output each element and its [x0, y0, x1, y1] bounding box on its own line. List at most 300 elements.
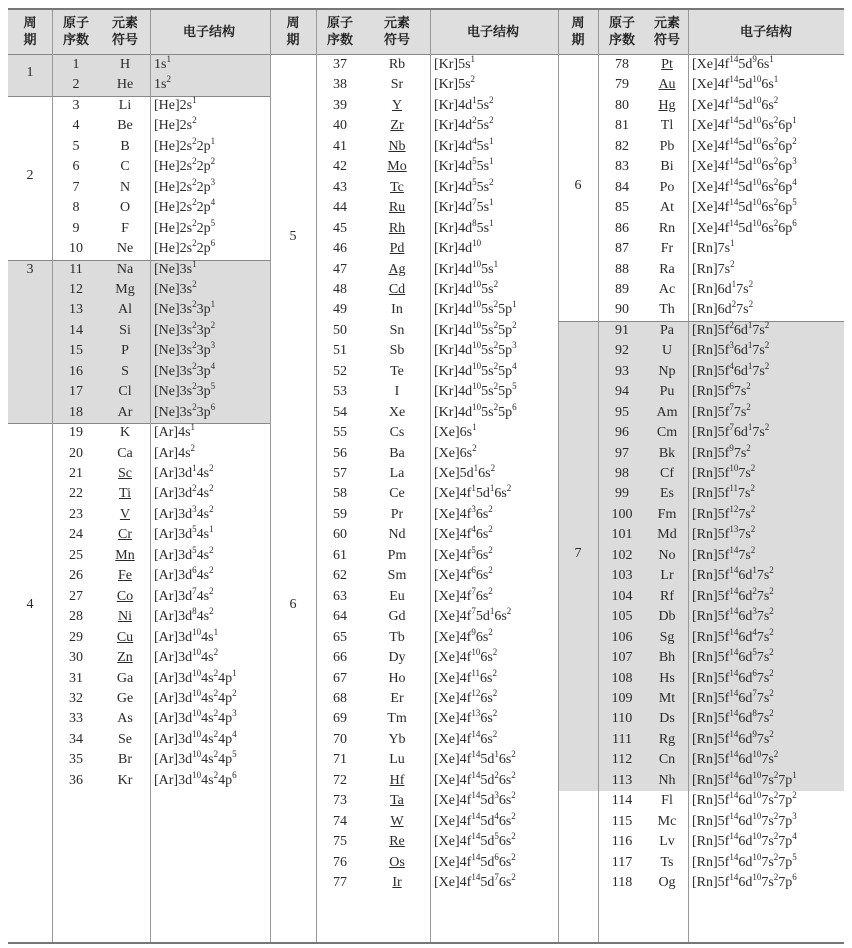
electron-configuration: $[Xe]4f^{14}5d^46s^2$ [434, 810, 516, 829]
atomic-number: 71 [333, 752, 347, 768]
electron-configuration: $[Ar]3d^54s^2$ [154, 544, 214, 563]
electron-configuration: $[Ar]3d^84s^2$ [154, 606, 214, 625]
period-label: 3 [26, 261, 34, 277]
period-label: 6 [574, 177, 582, 193]
element-symbol: Tl [660, 118, 674, 134]
electron-configuration: $[Ar]4s^2$ [154, 442, 196, 461]
element-symbol: Ta [390, 793, 404, 809]
element-symbol: Si [119, 322, 131, 338]
electron-configuration: $[Ne]3s^23p^2$ [154, 319, 216, 338]
period-label: 5 [289, 229, 297, 245]
electron-configuration: $[Rn]5f^{14}6d^{10}7s^27p^3$ [692, 810, 797, 829]
element-symbol: At [660, 200, 674, 216]
element-symbol: Pt [661, 57, 673, 72]
electron-configuration: $[Ar]3d^14s^2$ [154, 463, 214, 481]
atomic-number: 84 [615, 179, 629, 195]
element-symbol: C [120, 159, 130, 175]
atomic-number: 106 [611, 629, 633, 645]
element-row [8, 546, 844, 566]
atomic-number: 35 [69, 752, 83, 768]
atomic-number: 43 [333, 179, 347, 195]
element-symbol: As [117, 711, 133, 727]
atomic-number: 99 [615, 486, 629, 502]
element-symbol: Br [118, 752, 132, 768]
element-symbol: Ni [118, 609, 132, 625]
element-symbol: Np [658, 363, 676, 379]
atomic-number: 24 [69, 527, 83, 543]
column-divider [430, 10, 431, 942]
atomic-number: 14 [69, 322, 83, 338]
atomic-number: 15 [69, 343, 83, 359]
atomic-number: 65 [333, 629, 347, 645]
atomic-number: 80 [615, 97, 629, 113]
element-symbol: Nd [388, 527, 406, 543]
element-symbol: Rn [658, 220, 676, 236]
electron-configuration: $[Rn]5f^{14}6d^57s^2$ [692, 647, 774, 666]
element-symbol: Cl [118, 384, 132, 400]
element-symbol: Po [659, 179, 675, 195]
electron-configuration: $[Xe]4f^{14}5d^16s^2$ [434, 749, 516, 768]
electron-configuration: $[Xe]4f^{14}5d^{10}6s^26p^2$ [692, 135, 797, 154]
element-symbol: Nb [388, 138, 406, 154]
element-symbol: O [119, 200, 131, 216]
atomic-number: 68 [333, 690, 347, 706]
element-symbol: Ts [660, 854, 674, 870]
electron-configuration: $[Kr]4d^15s^2$ [434, 94, 494, 113]
electron-configuration: $[Ar]3d^54s^1$ [154, 524, 214, 543]
atomic-number: 38 [333, 77, 347, 93]
element-row [8, 239, 844, 259]
electron-configuration: $[Kr]4d^{10}5s^25p^5$ [434, 381, 517, 400]
atomic-number: 27 [69, 588, 83, 604]
electron-configuration: $1s^1$ [154, 54, 171, 72]
atomic-number: 115 [611, 813, 633, 829]
electron-configuration: $[Rn]5f^{11}7s^2$ [692, 483, 755, 502]
electron-configuration: $[Rn]5f^{13}7s^2$ [692, 524, 756, 543]
element-symbol: Fm [657, 506, 677, 522]
element-symbol: Rg [658, 731, 676, 747]
electron-configuration-table [8, 8, 844, 944]
electron-configuration: $[Xe]4f^{12}6s^2$ [434, 687, 498, 706]
electron-configuration: $[He]2s^22p^5$ [154, 217, 216, 236]
atomic-number: 8 [72, 200, 80, 216]
element-symbol: Xe [388, 404, 406, 420]
element-row [8, 709, 844, 729]
electron-configuration: $[Xe]4f^{14}6s^2$ [434, 728, 498, 747]
atomic-number: 40 [333, 118, 347, 134]
element-symbol: Ce [389, 486, 405, 502]
electron-configuration: $[He]2s^22p^4$ [154, 197, 216, 216]
element-symbol: Hs [659, 670, 675, 686]
element-symbol: Nh [658, 772, 676, 788]
element-row [8, 403, 844, 423]
header-symbol: 元素 符号 [111, 16, 138, 48]
element-symbol: Se [118, 731, 132, 747]
element-symbol: Rh [388, 220, 406, 236]
atomic-number: 2 [72, 77, 80, 93]
element-symbol: Mg [115, 281, 135, 297]
element-symbol: Au [658, 77, 676, 93]
element-symbol: Fl [661, 793, 673, 809]
atomic-number: 69 [333, 711, 347, 727]
electron-configuration: $[Ne]3s^23p^4$ [154, 360, 216, 379]
atomic-number: 4 [72, 118, 80, 134]
element-symbol: Ho [388, 670, 406, 686]
element-symbol: Sm [387, 568, 407, 584]
element-symbol: Pa [660, 322, 674, 338]
atomic-number: 100 [611, 506, 633, 522]
element-row [8, 628, 844, 648]
element-symbol: Cu [116, 629, 134, 645]
element-row [8, 812, 844, 832]
electron-configuration: $[Kr]4d^{10}5s^25p^1$ [434, 299, 517, 318]
element-symbol: Be [117, 118, 133, 134]
element-symbol: Ag [388, 261, 406, 277]
electron-configuration: $1s^2$ [154, 74, 171, 93]
element-symbol: He [116, 77, 134, 93]
electron-configuration: $[Xe]4f^66s^2$ [434, 565, 493, 584]
element-row [8, 75, 844, 95]
electron-configuration: $[Kr]5s^2$ [434, 74, 476, 93]
atomic-number: 61 [333, 547, 347, 563]
element-row [8, 832, 844, 852]
atomic-number: 113 [611, 772, 633, 788]
atomic-number: 86 [615, 220, 629, 236]
electron-configuration: $[Xe]4f^{14}5d^{10}6s^26p^4$ [692, 176, 797, 195]
electron-configuration: $[Ar]3d^{10}4s^24p^1$ [154, 667, 237, 686]
element-row [8, 505, 844, 525]
atomic-number: 90 [615, 302, 629, 318]
element-symbol: Sc [118, 466, 132, 481]
header-period: 周 期 [23, 16, 37, 48]
electron-configuration: $[Rn]5f^77s^2$ [692, 401, 751, 420]
period-label: 1 [26, 65, 34, 81]
element-symbol: Sn [389, 322, 405, 338]
element-symbol: Re [389, 834, 405, 850]
element-symbol: Ar [117, 404, 133, 420]
electron-configuration: $[Xe]4f^96s^2$ [434, 626, 493, 645]
atomic-number: 20 [69, 445, 83, 461]
atomic-number: 88 [615, 261, 629, 277]
electron-configuration: $[Kr]4d^{10}5s^25p^2$ [434, 319, 517, 338]
electron-configuration: $[Ar]3d^74s^2$ [154, 585, 214, 604]
electron-configuration: $[Rn]5f^{14}6d^{10}7s^27p^5$ [692, 851, 797, 870]
element-symbol: Es [660, 486, 674, 502]
element-symbol: Mc [657, 813, 677, 829]
electron-configuration: $[Rn]5f^{14}6d^37s^2$ [692, 606, 774, 625]
header-symbol: 元素 符号 [383, 16, 410, 48]
element-row [8, 648, 844, 668]
element-symbol: Ru [388, 200, 406, 216]
atomic-number: 30 [69, 650, 83, 666]
table-header [8, 10, 844, 55]
atomic-number: 58 [333, 486, 347, 502]
element-symbol: Sb [389, 343, 405, 359]
electron-configuration: $[Ne]3s^23p^3$ [154, 340, 216, 359]
atomic-number: 111 [612, 731, 632, 747]
atomic-number: 44 [333, 200, 347, 216]
element-symbol: Zn [117, 650, 133, 666]
electron-configuration: $[Xe]4f^{14}5d^{10}6s^26p^1$ [692, 115, 797, 134]
element-symbol: P [121, 343, 129, 359]
electron-configuration: $[Rn]5f^26d^17s^2$ [692, 319, 770, 338]
period-label: 7 [574, 546, 582, 562]
atomic-number: 9 [72, 220, 80, 236]
element-symbol: S [121, 363, 129, 379]
electron-configuration: $[Ar]3d^{10}4s^24p^4$ [154, 728, 237, 747]
atomic-number: 74 [333, 813, 347, 829]
electron-configuration: $[Rn]5f^{14}6d^67s^2$ [692, 667, 774, 686]
atomic-number: 48 [333, 281, 347, 297]
atomic-number: 10 [69, 241, 83, 257]
element-symbol: Mn [115, 547, 135, 563]
atomic-number: 93 [615, 363, 629, 379]
electron-configuration: $[Rn]5f^{14}6d^47s^2$ [692, 626, 774, 645]
electron-configuration: $[Ar]3d^{10}4s^2$ [154, 647, 219, 666]
electron-configuration: $[Xe]4f^{14}5d^{10}6s^2$ [692, 94, 779, 113]
electron-configuration: $[He]2s^22p^2$ [154, 156, 216, 175]
element-row [8, 219, 844, 239]
element-row [8, 750, 844, 770]
element-row [8, 484, 844, 504]
element-symbol: Cm [656, 425, 678, 441]
atomic-number: 21 [69, 466, 83, 481]
atomic-number: 112 [611, 752, 633, 768]
element-row [8, 566, 844, 586]
atomic-number: 52 [333, 363, 347, 379]
atomic-number: 107 [611, 650, 633, 666]
element-symbol: W [390, 813, 404, 829]
electron-configuration: $[Rn]6d^17s^2$ [692, 278, 754, 297]
element-symbol: Tb [389, 629, 405, 645]
electron-configuration: $[Xe]4f^{14}5d^96s^1$ [692, 54, 774, 72]
element-row [8, 137, 844, 157]
atomic-number: 76 [333, 854, 347, 870]
electron-configuration: $[Ar]3d^{10}4s^1$ [154, 626, 219, 645]
atomic-number: 33 [69, 711, 83, 727]
element-symbol: Os [389, 854, 405, 870]
column-divider [52, 10, 53, 942]
atomic-number: 57 [333, 466, 347, 481]
atomic-number: 59 [333, 506, 347, 522]
electron-configuration: $[Xe]4f^{13}6s^2$ [434, 708, 498, 727]
electron-configuration: $[Rn]5f^{14}6d^87s^2$ [692, 708, 774, 727]
electron-configuration: $[Xe]4f^75d^16s^2$ [434, 606, 512, 625]
atomic-number: 47 [333, 261, 347, 277]
atomic-number: 63 [333, 588, 347, 604]
column-divider [688, 10, 689, 942]
element-symbol: Bk [658, 445, 676, 461]
atomic-number: 92 [615, 343, 629, 359]
electron-configuration: $[Kr]4d^45s^1$ [434, 135, 494, 154]
element-symbol: Li [118, 97, 132, 113]
atomic-number: 11 [69, 261, 83, 277]
atomic-number: 96 [615, 425, 629, 441]
electron-configuration: $[Rn]5f^{10}7s^2$ [692, 463, 756, 481]
element-symbol: N [119, 179, 131, 195]
electron-configuration: $[Xe]4f^36s^2$ [434, 503, 493, 522]
element-row [8, 96, 844, 116]
atomic-number: 55 [333, 425, 347, 441]
electron-configuration: $[Kr]5s^1$ [434, 54, 476, 72]
atomic-number: 91 [615, 322, 629, 338]
electron-configuration: $[Rn]5f^{14}6d^{10}7s^27p^1$ [692, 769, 797, 788]
element-symbol: Rb [388, 57, 406, 72]
element-symbol: I [394, 384, 400, 400]
element-symbol: Ir [392, 875, 402, 890]
element-row [8, 873, 844, 893]
atomic-number: 109 [611, 690, 633, 706]
header-atomic-number: 原子 序数 [62, 16, 89, 48]
element-symbol: Ne [116, 241, 134, 257]
atomic-number: 3 [72, 97, 80, 113]
element-symbol: U [661, 343, 673, 359]
electron-configuration: $[Rn]7s^2$ [692, 258, 735, 277]
atomic-number: 77 [333, 875, 347, 890]
atomic-number: 102 [611, 547, 633, 563]
element-symbol: Hf [389, 772, 405, 788]
electron-configuration: $[Xe]6s^1$ [434, 422, 477, 441]
atomic-number: 118 [611, 875, 633, 890]
element-symbol: Sr [390, 77, 404, 93]
element-symbol: Te [390, 363, 404, 379]
atomic-number: 32 [69, 690, 83, 706]
electron-configuration: $[Kr]4d^55s^2$ [434, 176, 494, 195]
element-row [8, 55, 844, 75]
element-symbol: Kr [117, 772, 133, 788]
element-symbol: Th [659, 302, 675, 318]
element-symbol: Mo [387, 159, 407, 175]
electron-configuration: $[Rn]5f^{14}6d^{10}7s^2$ [692, 749, 779, 768]
atomic-number: 97 [615, 445, 629, 461]
electron-configuration: $[Xe]4f^15d^16s^2$ [434, 483, 512, 502]
element-row [8, 341, 844, 361]
atomic-number: 31 [69, 670, 83, 686]
atomic-number: 108 [611, 670, 633, 686]
electron-configuration: $[Xe]4f^46s^2$ [434, 524, 493, 543]
atomic-number: 87 [615, 241, 629, 257]
electron-configuration: $[Xe]4f^{11}6s^2$ [434, 667, 497, 686]
electron-configuration: $[Kr]4d^{10}$ [434, 238, 482, 257]
element-row [8, 730, 844, 750]
header-config: 电子结构 [466, 24, 519, 40]
period-label: 6 [289, 597, 297, 613]
element-symbol: Pm [387, 547, 407, 563]
element-row [8, 157, 844, 177]
atomic-number: 34 [69, 731, 83, 747]
element-symbol: Db [658, 609, 676, 625]
element-symbol: Rf [660, 588, 674, 604]
element-row [8, 198, 844, 218]
electron-configuration: $[Rn]5f^{14}6d^97s^2$ [692, 728, 774, 747]
element-symbol: La [389, 466, 405, 481]
electron-configuration: $[Xe]4f^56s^2$ [434, 544, 493, 563]
element-row [8, 362, 844, 382]
atomic-number: 101 [611, 527, 633, 543]
column-divider [316, 10, 317, 942]
electron-configuration: $[Xe]4f^{14}5d^{10}6s^1$ [692, 74, 779, 93]
element-row [8, 607, 844, 627]
electron-configuration: $[Kr]4d^25s^2$ [434, 115, 494, 134]
atomic-number: 78 [615, 57, 629, 72]
electron-configuration: $[Xe]4f^{14}5d^76s^2$ [434, 872, 516, 890]
header-symbol: 元素 符号 [653, 16, 680, 48]
header-config: 电子结构 [182, 24, 235, 40]
element-row [8, 116, 844, 136]
element-symbol: Cd [388, 281, 406, 297]
atomic-number: 104 [611, 588, 633, 604]
atomic-number: 53 [333, 384, 347, 400]
electron-configuration: $[Ar]3d^{10}4s^24p^6$ [154, 769, 237, 788]
header-period: 周 期 [571, 16, 585, 48]
electron-configuration: $[Rn]5f^{14}6d^{10}7s^27p^6$ [692, 872, 797, 890]
atomic-number: 41 [333, 138, 347, 154]
electron-configuration: $[Xe]4f^76s^2$ [434, 585, 493, 604]
atomic-number: 60 [333, 527, 347, 543]
atomic-number: 46 [333, 241, 347, 257]
atomic-number: 56 [333, 445, 347, 461]
header-config: 电子结构 [739, 24, 792, 40]
element-symbol: Ca [117, 445, 133, 461]
atomic-number: 50 [333, 322, 347, 338]
element-row [8, 525, 844, 545]
element-symbol: Ge [116, 690, 134, 706]
element-symbol: Mt [658, 690, 676, 706]
electron-configuration: $[Ar]4s^1$ [154, 422, 196, 441]
electron-configuration: $[Rn]7s^1$ [692, 238, 735, 257]
electron-configuration: $[Xe]4f^{14}5d^{10}6s^26p^6$ [692, 217, 797, 236]
electron-configuration: $[Xe]4f^{10}6s^2$ [434, 647, 498, 666]
atomic-number: 105 [611, 609, 633, 625]
electron-configuration: $[Ne]3s^23p^1$ [154, 299, 216, 318]
element-symbol: Lv [659, 834, 675, 850]
atomic-number: 98 [615, 466, 629, 481]
element-symbol: No [658, 547, 676, 563]
element-row [8, 300, 844, 320]
atomic-number: 103 [611, 568, 633, 584]
electron-configuration: $[Ne]3s^23p^6$ [154, 401, 216, 420]
element-symbol: H [119, 57, 131, 72]
element-symbol: Pr [390, 506, 404, 522]
electron-configuration: $[Rn]5f^36d^17s^2$ [692, 340, 770, 359]
atomic-number: 67 [333, 670, 347, 686]
electron-configuration: $[He]2s^1$ [154, 94, 197, 113]
electron-configuration: $[Kr]4d^{10}5s^25p^3$ [434, 340, 517, 359]
element-symbol: Dy [388, 650, 406, 666]
electron-configuration: $[Ar]3d^34s^2$ [154, 503, 214, 522]
electron-configuration: $[Xe]4f^{14}5d^26s^2$ [434, 769, 516, 788]
element-symbol: Pb [659, 138, 675, 154]
atomic-number: 28 [69, 609, 83, 625]
electron-configuration: $[Kr]4d^75s^1$ [434, 197, 494, 216]
element-symbol: Hg [658, 97, 676, 113]
element-symbol: Cs [389, 425, 405, 441]
electron-configuration: $[Ar]3d^{10}4s^24p^5$ [154, 749, 237, 768]
element-symbol: Zr [390, 118, 404, 134]
electron-configuration: $[Rn]5f^{14}6d^{10}7s^27p^4$ [692, 831, 797, 850]
element-symbol: Cn [658, 752, 676, 768]
element-symbol: In [391, 302, 403, 318]
column-divider [558, 10, 559, 942]
atomic-number: 13 [69, 302, 83, 318]
electron-configuration: $[He]2s^2$ [154, 115, 197, 134]
atomic-number: 114 [611, 793, 633, 809]
period-label: 4 [26, 597, 34, 613]
atomic-number: 36 [69, 772, 83, 788]
atomic-number: 7 [72, 179, 80, 195]
element-row [8, 587, 844, 607]
element-symbol: K [119, 425, 131, 441]
